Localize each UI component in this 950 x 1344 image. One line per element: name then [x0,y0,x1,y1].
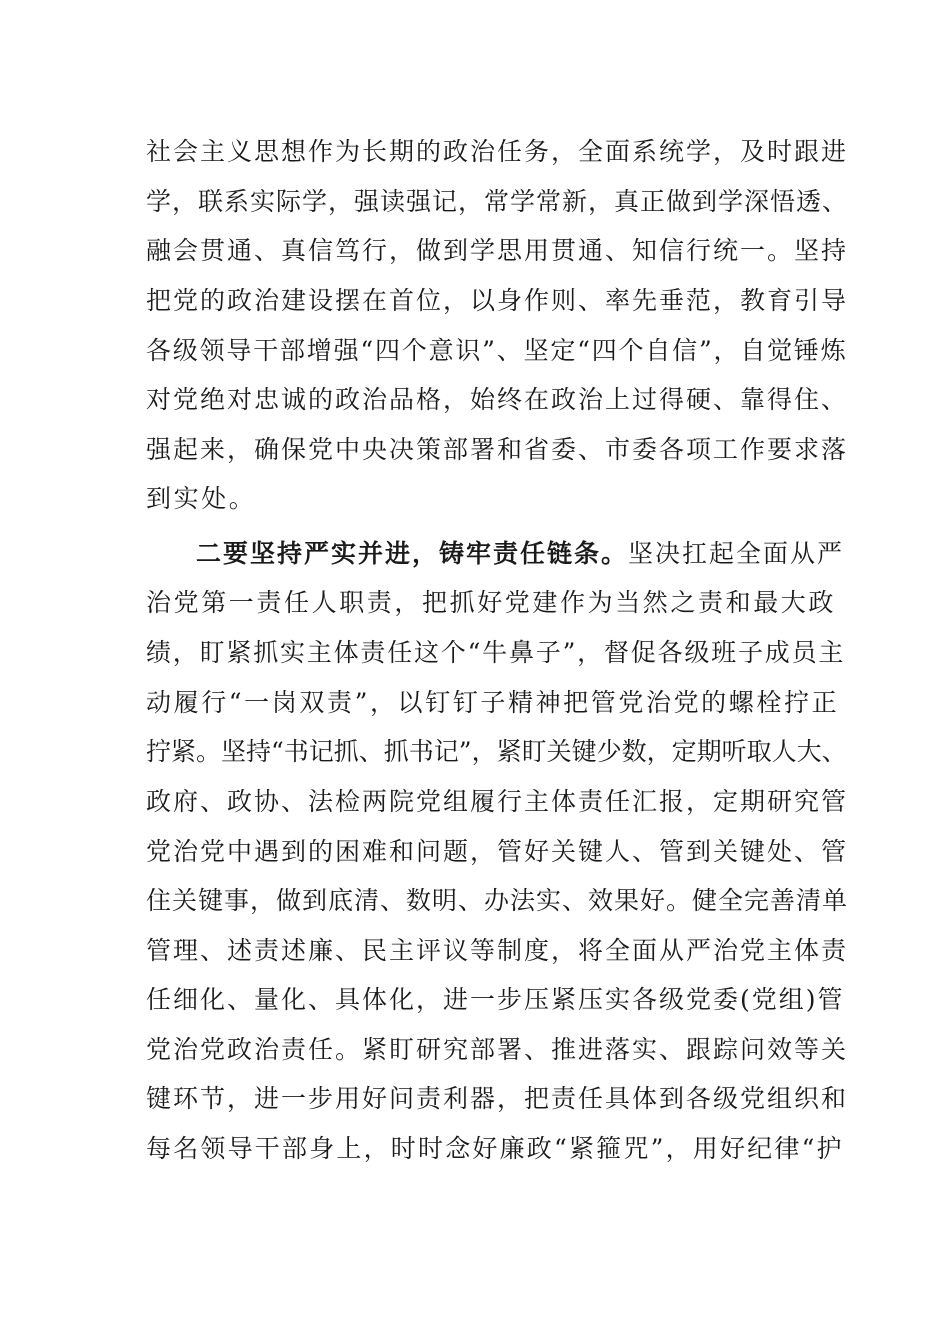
text-line: 任细化、量化、具体化，进一步压紧压实各级党委(党组)管 [146,985,845,1014]
text-line: 动履行“一岗双责”，以钉钉子精神把管党治党的螺栓拧正 [146,688,840,717]
text-line: 强起来，确保党中央决策部署和省委、市委各项工作要求落 [146,435,849,464]
text-line: 键环节，进一步用好问责利器，把责任具体到各级党组织和 [146,1084,849,1113]
text-line: 政府、政协、法检两院党组履行主体责任汇报，定期研究管 [146,787,849,816]
text-line: 把党的政治建设摆在首位，以身作则、率先垂范，教育引导 [146,286,849,315]
text-line: 各级领导干部增强“四个意识”、坚定“四个自信”，自觉锤炼 [146,336,848,365]
text-run: 坚决扛起全面从严 [628,539,845,568]
text-line: 管理、述责述廉、民主评议等制度，将全面从严治党主体责 [146,936,849,965]
text-line: 治党第一责任人职责，把抓好党建作为当然之责和最大政 [146,588,837,617]
text-line: 到实处。 [146,484,257,513]
text-line: 党治党政治责任。紧盯研究部署、推进落实、跟踪问效等关 [146,1035,849,1064]
text-line: 拧紧。坚持“书记抓、抓书记”，紧盯关键少数，定期听取人大、 [146,737,847,766]
text-line: 学，联系实际学，强读强记，常学常新，真正做到学深悟透、 [146,187,849,216]
text-line: 融会贯通、真信笃行，做到学思用贯通、知信行统一。坚持 [146,236,849,265]
text-line: 绩，盯紧抓实主体责任这个“牛鼻子”，督促各级班子成员主 [146,638,846,667]
text-line: 对党绝对忠诚的政治品格，始终在政治上过得硬、靠得住、 [146,385,849,414]
text-line: 党治党中遇到的困难和问题，管好关键人、管到关键处、管 [146,837,849,866]
paragraph-first-line [196,539,844,569]
text-line: 社会主义思想作为长期的政治任务，全面系统学，及时跟进 [146,137,849,166]
text-line: 住关键事，做到底清、数明、办法实、效果好。健全完善清单 [146,886,849,915]
paragraph-heading: 二要坚持严实并进，铸牢责任链条。 [196,539,629,568]
text-line: 每名领导干部身上，时时念好廉政“紧箍咒”，用好纪律“护 [146,1134,844,1163]
